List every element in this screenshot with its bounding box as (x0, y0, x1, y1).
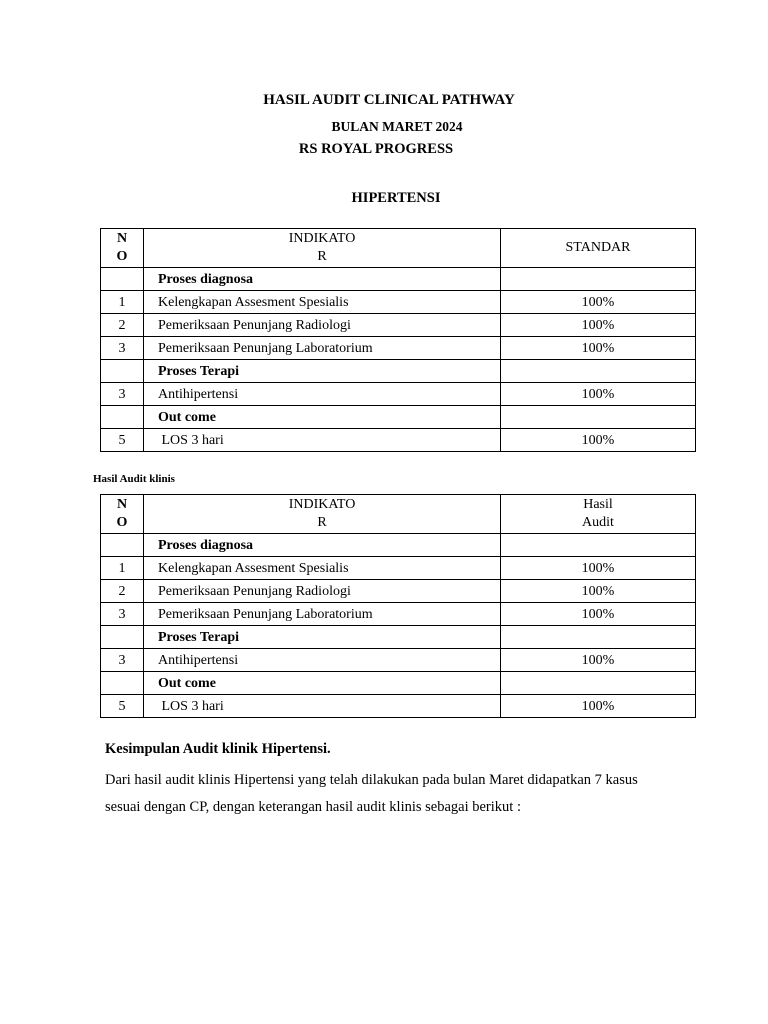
row-no: 1 (101, 291, 144, 314)
row-indicator: Pemeriksaan Penunjang Radiologi (144, 580, 501, 603)
column-header-no: NO (116, 497, 128, 530)
row-no (101, 360, 144, 383)
row-no (101, 268, 144, 291)
table-row (101, 429, 696, 452)
row-no: 2 (101, 314, 144, 337)
column-header-audit-result: Hasil Audit (582, 497, 614, 530)
row-indicator: Pemeriksaan Penunjang Laboratorium (144, 337, 501, 360)
table-row (101, 291, 696, 314)
section-row (101, 406, 696, 429)
row-value: 100% (501, 429, 696, 452)
column-header-indicator: INDIKATOR (288, 231, 356, 264)
row-value: 100% (501, 314, 696, 337)
row-value (501, 406, 696, 429)
row-no: 3 (101, 603, 144, 626)
column-header-standard: STANDAR (565, 240, 631, 255)
disease-heading: HIPERTENSI (351, 190, 441, 206)
section-label: Proses diagnosa (144, 534, 501, 557)
section-label: Out come (144, 406, 501, 429)
row-no: 5 (101, 429, 144, 452)
row-no (101, 406, 144, 429)
table-row (101, 314, 696, 337)
row-value: 100% (501, 580, 696, 603)
column-header-no: NO (116, 231, 128, 264)
row-value: 100% (501, 649, 696, 672)
document-title: HASIL AUDIT CLINICAL PATHWAY (263, 92, 515, 108)
hospital-name: RS ROYAL PROGRESS (298, 141, 454, 157)
row-value: 100% (501, 603, 696, 626)
table-row (101, 603, 696, 626)
table-row (101, 695, 696, 718)
row-value: 100% (501, 291, 696, 314)
row-indicator: Antihipertensi (144, 383, 501, 406)
row-indicator: Pemeriksaan Penunjang Laboratorium (144, 603, 501, 626)
row-indicator: Antihipertensi (144, 649, 501, 672)
table-row (101, 580, 696, 603)
column-header-indicator: INDIKATOR (288, 497, 356, 530)
table-row (101, 557, 696, 580)
table-row (101, 649, 696, 672)
row-value (501, 360, 696, 383)
row-value (501, 626, 696, 649)
row-value (501, 672, 696, 695)
conclusion-paragraph: Dari hasil audit klinis Hipertensi yang telah dilakukan pada bulan Maret didapatkan 7 kasus sesuai dengan CP, dengan keterangan hasil audit klinis sebagai berikut : (105, 772, 638, 815)
row-value: 100% (501, 383, 696, 406)
section-row (101, 534, 696, 557)
table-row (101, 337, 696, 360)
section-label: Proses Terapi (144, 626, 501, 649)
section-label: Proses diagnosa (144, 268, 501, 291)
section-label: Proses Terapi (144, 360, 501, 383)
table-header-row (101, 229, 696, 268)
document-month: BULAN MARET 2024 (331, 119, 463, 134)
table-header-row (101, 495, 696, 534)
section-row (101, 626, 696, 649)
row-no: 2 (101, 580, 144, 603)
row-no: 3 (101, 337, 144, 360)
row-no: 5 (101, 695, 144, 718)
row-indicator: LOS 3 hari (144, 429, 501, 452)
row-value (501, 268, 696, 291)
section-row (101, 672, 696, 695)
row-no: 3 (101, 383, 144, 406)
row-value: 100% (501, 337, 696, 360)
table-row (101, 383, 696, 406)
audit-result-table (100, 494, 696, 718)
row-value (501, 534, 696, 557)
standard-table (100, 228, 696, 452)
audit-table-label: Hasil Audit klinis (93, 473, 175, 485)
row-no (101, 626, 144, 649)
row-no: 1 (101, 557, 144, 580)
row-no (101, 672, 144, 695)
row-value: 100% (501, 695, 696, 718)
section-label: Out come (144, 672, 501, 695)
row-value: 100% (501, 557, 696, 580)
conclusion-heading: Kesimpulan Audit klinik Hipertensi. (105, 741, 331, 757)
row-no: 3 (101, 649, 144, 672)
row-indicator: Kelengkapan Assesment Spesialis (144, 557, 501, 580)
row-indicator: Pemeriksaan Penunjang Radiologi (144, 314, 501, 337)
row-indicator: Kelengkapan Assesment Spesialis (144, 291, 501, 314)
row-no (101, 534, 144, 557)
section-row (101, 360, 696, 383)
section-row (101, 268, 696, 291)
row-indicator: LOS 3 hari (144, 695, 501, 718)
